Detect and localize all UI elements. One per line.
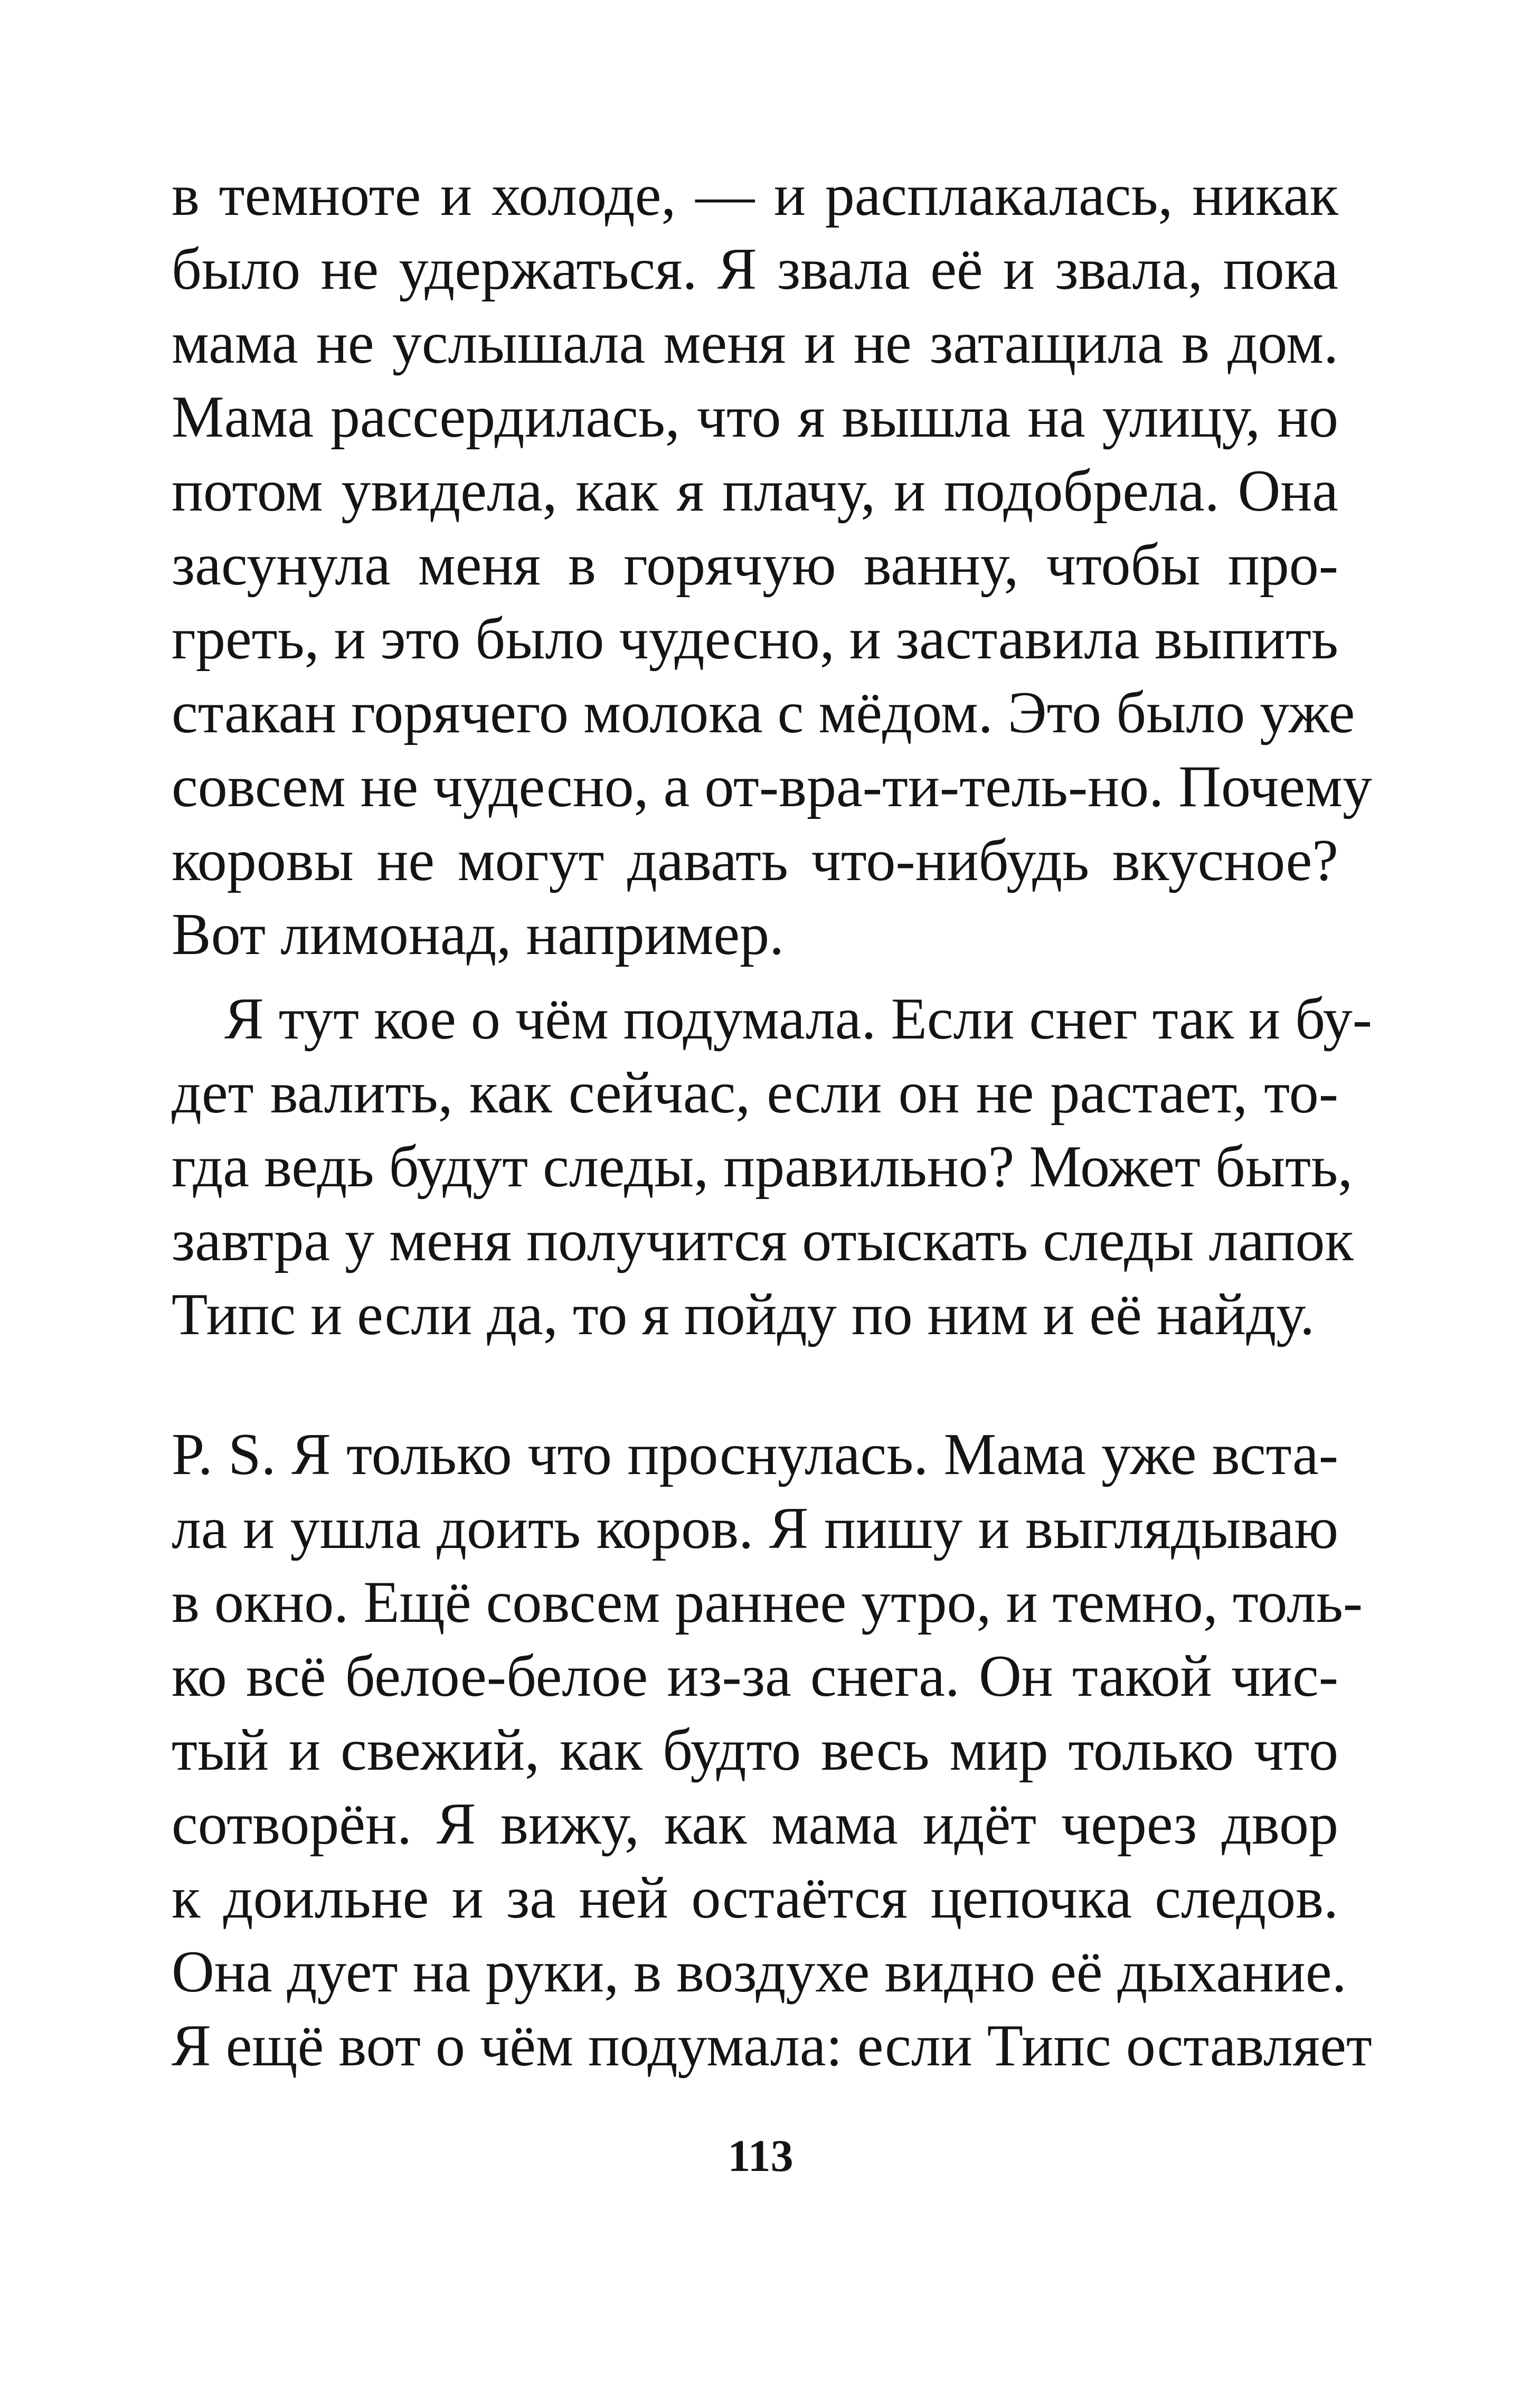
text-line: Я тут кое о чём подумала. Если снег так и бу- [224,986,1373,1052]
text-line: совсем не чудесно, а от-вра-ти-тель-но. Почему [172,754,1372,819]
text-line: сотворён. Я вижу, как мама идёт через двор [172,1791,1338,1857]
text-line: мама не услышала меня и не затащила в дом. [172,310,1338,376]
text-line: ла и ушла доить коров. Я пишу и выглядываю [172,1496,1338,1561]
text-line: потом увидела, как я плачу, и подобрела. Она [172,458,1338,524]
text-line: Вот лимонад, например. [172,902,785,967]
text-line: засунула меня в горячую ванну, чтобы про- [172,532,1338,598]
text-line: гда ведь будут следы, правильно? Может быть, [172,1134,1353,1200]
text-line: греть, и это было чудесно, и заставила выпить [172,606,1338,672]
text-line: Мама рассердилась, что я вышла на улицу, но [172,384,1338,450]
text-line: Типс и если да, то я пойду по ним и её найду. [172,1282,1315,1347]
text-line: в темноте и холоде, — и расплакалась, никак [172,163,1338,228]
paragraph-postscript [172,1418,1372,2083]
paragraph-2 [172,982,1373,1352]
text-line: в окно. Ещё совсем раннее утро, и темно, толь- [172,1570,1363,1635]
text-line: коровы не могут давать что-нибудь вкусное? [172,828,1338,893]
text-line: к доильне и за ней остаётся цепочка следов. [172,1865,1338,1931]
text-line: было не удержаться. Я звала её и звала, пока [172,237,1338,302]
text-line: P. S. Я только что проснулась. Мама уже вста- [172,1422,1338,1487]
text-line: ко всё белое-белое из-за снега. Он такой чис- [172,1644,1338,1709]
text-line: Она дует на руки, в воздухе видно её дыхание. [172,1939,1347,2005]
text-line: стакан горячего молока с мёдом. Это было уже [172,680,1355,745]
text-line: дет валить, как сейчас, если он не растает, то- [172,1060,1338,1126]
text-line: завтра у меня получится отыскать следы лапок [172,1208,1354,1273]
text-line: Я ещё вот о чём подумала: если Типс оставляет [172,2013,1372,2079]
paragraph-1 [172,158,1372,971]
page-number: 113 [728,2130,793,2181]
text-line: тый и свежий, как будто весь мир только что [172,1717,1338,1783]
